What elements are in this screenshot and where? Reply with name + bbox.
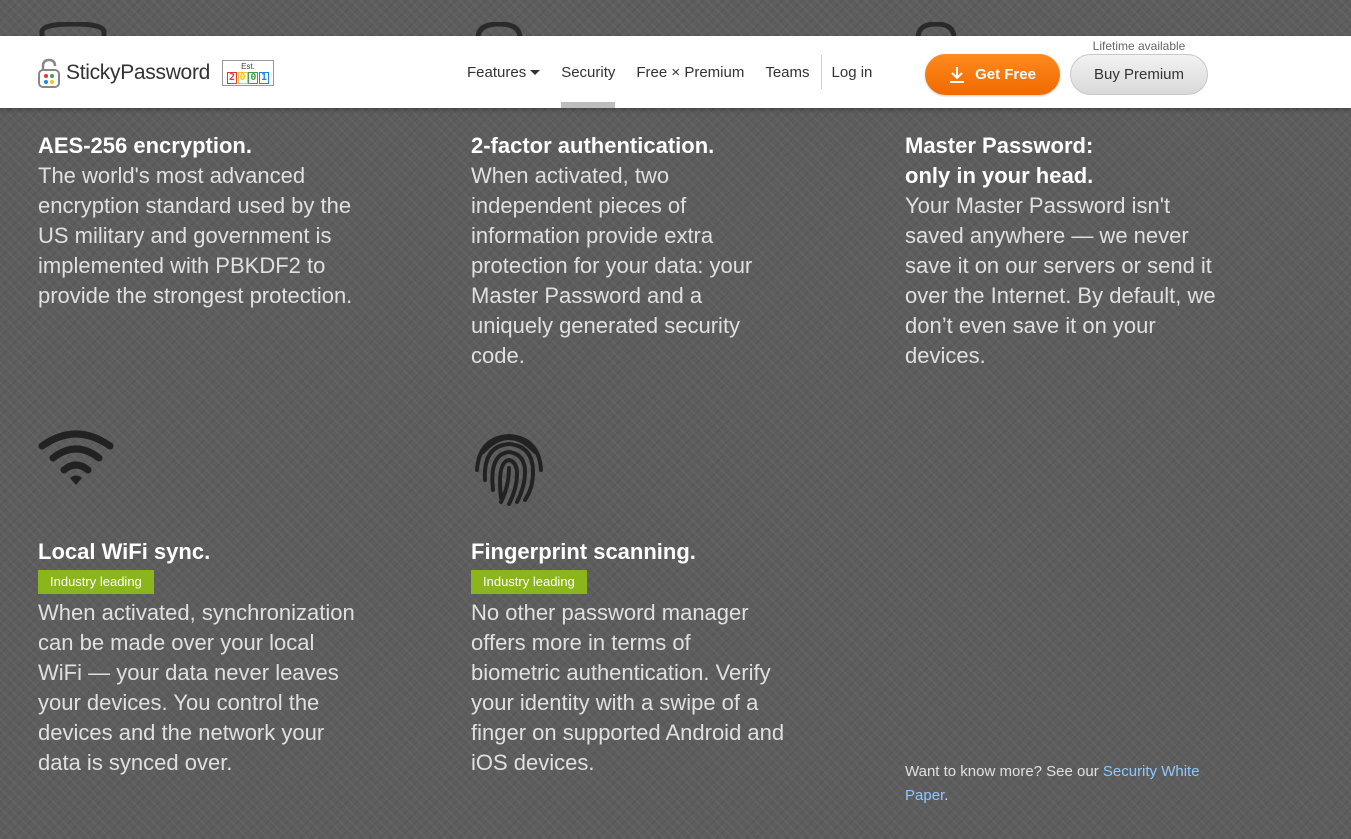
nav-divider <box>821 55 822 89</box>
feature-title: Fingerprint scanning. <box>471 539 696 564</box>
est-digit: 0 <box>250 72 257 83</box>
lifetime-note: Lifetime available <box>1092 39 1186 53</box>
buy-premium-button[interactable] <box>1070 54 1208 95</box>
feature-text: When activated, synchronization can be made over your local WiFi — your data never leaves your devices. You control the devices and the network your data is synced over. <box>38 600 355 775</box>
feature-2fa <box>471 131 811 371</box>
nav-security[interactable] <box>561 36 615 108</box>
feature-title: AES-256 encryption. <box>38 133 252 158</box>
nav-teams[interactable] <box>765 36 809 108</box>
nav-features-label: Features <box>467 63 527 81</box>
est-label: Est. <box>241 62 255 71</box>
est-digit: 0 <box>239 72 246 83</box>
nav-teams-label: Teams <box>765 63 810 81</box>
nav-free-premium-label: Free × Premium <box>636 63 745 81</box>
feature-master-password <box>905 131 1245 371</box>
wifi-icon <box>38 430 114 486</box>
feature-aes-encryption <box>38 131 378 311</box>
site-header <box>0 36 1351 108</box>
feature-title-line2: only in your head. <box>905 163 1094 188</box>
logo-lock-icon <box>38 58 60 88</box>
nav-login[interactable] <box>832 36 873 108</box>
logo-text: StickyPassword <box>66 61 211 84</box>
feature-text: When activated, two independent pieces of information provide extra protection for your data: your Master Password and a uniquely generated security code. <box>471 163 753 368</box>
security-white-paper-link[interactable]: Security White Paper <box>905 763 1200 804</box>
feature-fingerprint <box>471 537 811 778</box>
get-free-label: Get Free <box>975 66 1036 83</box>
sticky-password-logo[interactable] <box>38 58 274 88</box>
fingerprint-icon <box>471 430 547 506</box>
nav-features[interactable] <box>467 36 540 108</box>
white-paper-suffix: . <box>944 787 949 804</box>
nav-login-label: Log in <box>831 63 873 81</box>
est-digit: 1 <box>260 72 268 83</box>
download-icon <box>949 66 965 84</box>
feature-title-line1: Master Password: <box>905 133 1094 158</box>
feature-title: Local WiFi sync. <box>38 539 211 564</box>
buy-premium-label: Buy Premium <box>1093 66 1185 83</box>
nav-free-premium[interactable] <box>636 36 744 108</box>
feature-text: Your Master Password isn't saved anywhere — we never save it on our servers or send it over the Internet. By default, we don’t even save it on your devices. <box>905 193 1216 368</box>
feature-text: The world's most advanced encryption standard used by the US military and government is implemented with PBKDF2 to provide the strongest protection. <box>38 163 353 308</box>
industry-leading-badge: Industry leading <box>38 570 154 594</box>
white-paper-note <box>905 760 1205 808</box>
white-paper-prefix: Want to know more? See our <box>905 763 1103 780</box>
get-free-button[interactable] <box>925 54 1060 95</box>
est-2001-badge <box>222 60 274 86</box>
nav-security-label: Security <box>561 63 616 81</box>
feature-text: No other password manager offers more in terms of biometric authentication. Verify your identity with a swipe of a finger on supported Android and iOS devices. <box>471 600 785 775</box>
chevron-down-icon <box>530 70 540 75</box>
main-nav <box>467 36 893 108</box>
industry-leading-badge: Industry leading <box>471 570 587 594</box>
est-digits <box>227 72 269 84</box>
est-digit: 2 <box>229 72 236 83</box>
feature-title: 2-factor authentication. <box>471 133 715 158</box>
feature-local-wifi-sync <box>38 537 378 778</box>
